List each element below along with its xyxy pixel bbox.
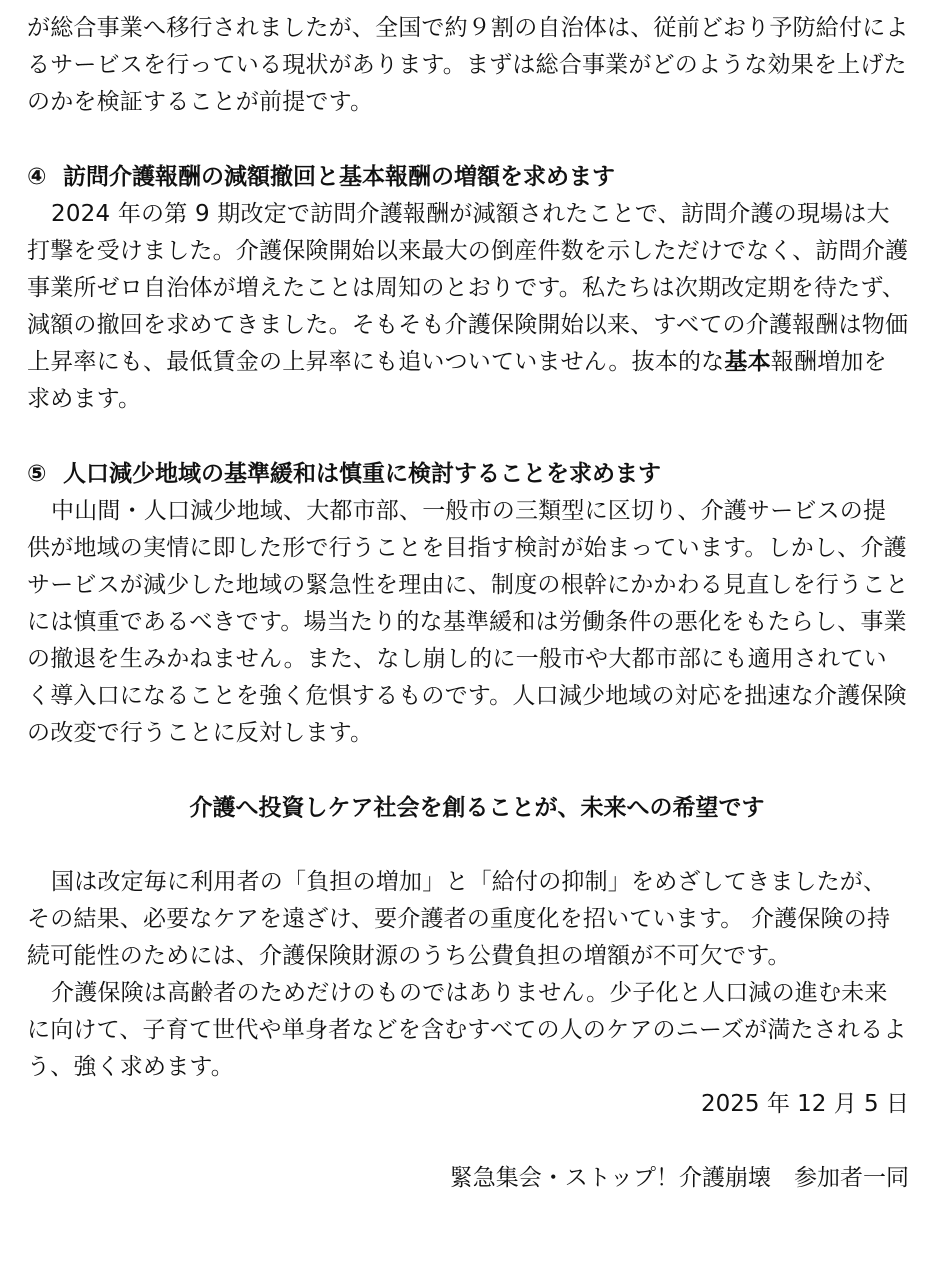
document-page	[27, 10, 909, 1197]
section-4-heading	[27, 159, 909, 196]
document-date: 2025 年 12 月 5 日	[701, 1091, 909, 1117]
intro-paragraph: が総合事業へ移行されましたが、全国で約９割の自治体は、従前どおり予防給付によるサービスを行っている現状があります。まずは総合事業がどのような効果を上げたのかを検証することが前提です。	[27, 15, 909, 115]
spacer	[27, 1123, 909, 1160]
spacer	[27, 827, 909, 864]
section-4-body-bold: 基本	[724, 349, 771, 375]
spacer	[27, 418, 909, 456]
section-4-body	[27, 196, 909, 418]
closing-title: 介護へ投資しケア社会を創ることが、未来への希望です	[189, 795, 765, 821]
spacer	[27, 752, 909, 790]
closing-paragraph-2: 介護保険は高齢者のためだけのものではありません。少子化と人口減の進む未来に向けて、子育て世代や単身者などを含むすべての人のケアのニーズが満たされるよう、強く求めます。	[27, 980, 907, 1080]
spacer	[27, 121, 909, 159]
section-4-body-end: 報酬増加を求めます。	[27, 349, 887, 412]
signature: 緊急集会・ストップ！介護崩壊 参加者一同	[449, 1165, 909, 1191]
section-5-body: 中山間・人口減少地域、大都市部、一般市の三類型に区切り、介護サービスの提供が地域の実情に即した形で行うことを目指す検討が始まっています。しかし、介護サービスが減少した地域の緊急性を理由に、制度の根幹にかかわる見直しを行うことには慎重であるべきです。場当たり的な基準緩和は労働条件の悪化をもたらし、事業の撤退を生みかねません。また、なし崩し的に一般市や大都市部にも適用されていく導入口になることを強く危惧するものです。人口減少地域の対応を拙速な介護保険の改変で行うことに反対します。	[27, 498, 909, 746]
section-5-title: 人口減少地域の基準緩和は慎重に検討することを求めます	[63, 461, 661, 487]
section-4-number: ④	[27, 164, 47, 190]
section-4-body-text: 2024 年の第 9 期改定で訪問介護報酬が減額されたことで、訪問介護の現場は大打撃を受けました。介護保険開始以来最大の倒産件数を示しただけでなく、訪問介護事業所ゼロ自治体が増えたことは周知のとおりです。私たちは次期改定期を待たず、減額の撤回を求めてきました。そもそも介護保険開始以来、すべての介護報酬は物価上昇率にも、最低賃金の上昇率にも追いついていません。抜本的な	[27, 201, 909, 375]
section-4-title: 訪問介護報酬の減額撤回と基本報酬の増額を求めます	[63, 164, 615, 190]
section-5-number: ⑤	[27, 461, 47, 487]
section-5-heading	[27, 456, 909, 493]
closing-paragraph-1: 国は改定毎に利用者の「負担の増加」と「給付の抑制」をめざしてきましたが、その結果、必要なケアを遠ざけ、要介護者の重度化を招いています。 介護保険の持続可能性のためには、介護保険財源のうち公費負担の増額が不可欠です。	[27, 869, 891, 969]
